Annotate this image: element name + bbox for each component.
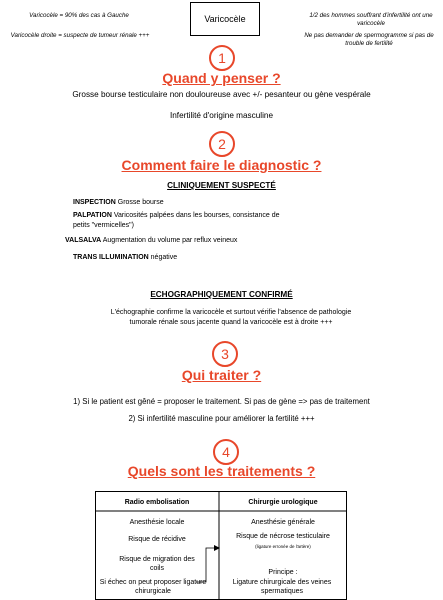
clinical-item-text: Grosse bourse [117, 199, 164, 206]
right-note-1: 1/2 des hommes souffrant d'infertilité ont une varicocèle [309, 12, 433, 27]
page-title: Varicocèle [190, 2, 260, 36]
table-right-row-4: Principe : [268, 569, 298, 576]
table-left-row-2: Risque de récidive [128, 536, 186, 543]
table-right-row-1: Anesthésie générale [251, 519, 315, 526]
section-4-number: 4 [213, 439, 239, 465]
echo-text: L'échographie confirme la varicocèle et surtout vérifie l'absence de pathologie tumorale rénale sous jacente quand la varicocèle est à droite +++ [110, 309, 352, 326]
section-1-line-1: Grosse bourse testiculaire non douloureuse avec +/- pesanteur ou gène vespérale [72, 90, 371, 99]
table-left-row-3: Risque de migration des coils [119, 556, 195, 572]
table-right-row-2: Risque de nécrose testiculaire [236, 533, 330, 540]
section-3-title: Qui traiter ? [181, 367, 262, 383]
clinical-item-label: INSPECTION [73, 199, 116, 206]
section-1-number: 1 [209, 45, 235, 71]
clinical-item-label: PALPATION [73, 212, 112, 219]
clinical-item-text: négative [150, 254, 178, 261]
clinical-heading: CLINIQUEMENT SUSPECTÉ [167, 181, 276, 190]
clinical-item-label: VALSALVA [65, 237, 102, 244]
table-right-header: Chirurgie urologique [248, 499, 318, 506]
section-3-number: 3 [212, 341, 238, 367]
section-2-number: 2 [209, 131, 235, 157]
right-note-2: Ne pas demander de spermogramme si pas de trouble de fertilité [304, 32, 434, 47]
left-note-2: Varicocèle droite = suspecte de tumeur rénale +++ [10, 32, 150, 39]
clinical-item-text: Augmentation du volume par reflux veineux [102, 237, 238, 244]
clinical-item-label: TRANS ILLUMINATION [73, 254, 149, 261]
table-left-row-1: Anesthésie locale [129, 519, 185, 526]
clinical-item-text: Varicosités palpées dans les bourses, consistance de petits "vermicelles") [73, 212, 280, 229]
section-2-title: Comment faire le diagnostic ? [121, 157, 322, 173]
section-4-title: Quels sont les traitements ? [127, 463, 316, 479]
echo-heading: ECHOGRAPHIQUEMENT CONFIRMÉ [150, 290, 293, 299]
section-3-line-2: 2) Si infertilité masculine pour améliorer la fertilité +++ [128, 414, 315, 423]
table-left-header: Radio embolisation [124, 499, 190, 506]
table-right-row-3: (ligature erronée de l'artère) [255, 544, 311, 549]
section-3-line-1: 1) Si le patient est gêné = proposer le traitement. Si pas de gène => pas de traitement [73, 397, 370, 406]
table-right-row-5: Ligature chirurgicale des veines spermatiques [232, 579, 332, 595]
section-1-line-2: Infertilité d'origine masculine [169, 111, 274, 120]
table-left-row-4: Si échec on peut proposer ligature chirurgicale [99, 579, 207, 595]
left-note-1: Varicocèle = 90% des cas à Gauche [29, 12, 129, 19]
section-1-title: Quand y penser ? [162, 70, 281, 86]
